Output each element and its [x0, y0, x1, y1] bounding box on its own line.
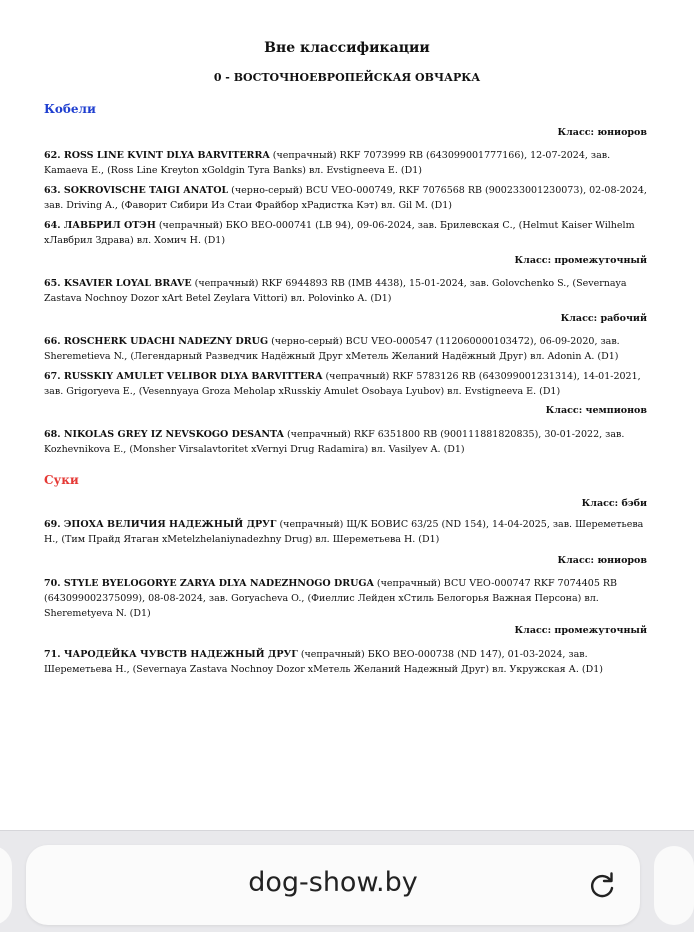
reload-icon[interactable]	[586, 869, 618, 901]
entry-name: 71. ЧАРОДЕЙКА ЧУВСТВ НАДЕЖНЫЙ ДРУГ	[44, 649, 298, 660]
url-text[interactable]: dog-show.by	[248, 867, 418, 898]
entry-64	[44, 218, 650, 248]
class-heading-champion: Класс: чемпионов	[545, 405, 647, 416]
males-section-label: Кобели	[44, 102, 96, 116]
entry-details: (чепрачный) БКО ВЕО-000738 (ND 147), 01-03-2024, зав. Шереметьева Н., (Severnaya Zastava Nochnoy Dozor xМетель Желаний Надежный Друг) вл. Укружская А. (D1)	[44, 649, 603, 675]
entry-71	[44, 647, 650, 677]
entry-details: (чепрачный) RKF 5783126 RB (643099001231314), 14-01-2021, зав. Grigoryeva E., (Vesennyaya Groza Meholap xRusskiy Amulet Osobaya Lyubov) вл. Evstigneeva E. (D1)	[44, 371, 641, 397]
entry-65	[44, 276, 650, 306]
entry-62	[44, 148, 650, 178]
browser-toolbar	[0, 830, 694, 932]
class-heading-working: Класс: рабочий	[560, 313, 647, 324]
entry-name: 64. ЛАВБРИЛ ОТЭН	[44, 220, 156, 231]
entry-67	[44, 369, 650, 399]
entry-details: (чепрачный) RKF 6351800 RB (900111881820835), 30-01-2022, зав. Kozhevnikova E., (Monsher Virsalavtoritet xVernyi Drug Radamira) вл. Vasilyev A. (D1)	[44, 429, 625, 455]
class-heading-junior-f: Класс: юниоров	[557, 555, 647, 566]
entry-details: (чепрачный) БКО ВЕО-000741 (LB 94), 09-06-2024, зав. Брилевская С., (Helmut Kaiser Wilhelm xЛавбрил Здрава) вл. Хомич Н. (D1)	[44, 220, 635, 246]
class-heading-intermediate: Класс: промежуточный	[514, 255, 647, 266]
entry-name: 68. NIKOLAS GREY IZ NEVSKOGO DESANTA	[44, 429, 284, 440]
entry-details: (чепрачный) RKF 7073999 RB (643099001777166), 12-07-2024, зав. Kamaeva E., (Ross Line Kreyton xGoldgin Tyra Banks) вл. Evstigneeva E. (D1)	[44, 150, 611, 176]
entry-69	[44, 517, 650, 547]
next-tab-preview[interactable]	[654, 846, 694, 925]
entry-details: (чепрачный) BCU VEO-000747 RKF 7074405 RB (643099002375099), 08-08-2024, зав. Goryacheva O., (Фиеллис Лейден xСтиль Белогорья Важная Персона) вл. Sheremetyeva N. (D1)	[44, 578, 618, 619]
class-heading-intermediate-f: Класс: промежуточный	[514, 625, 647, 636]
entry-name: 62. ROSS LINE KVINT DLYA BARVITERRA	[44, 150, 270, 161]
entry-name: 65. KSAVIER LOYAL BRAVE	[44, 278, 192, 289]
entry-name: 63. SOKROVISCHE TAIGI ANATOL	[44, 185, 229, 196]
address-bar[interactable]	[26, 845, 640, 925]
entry-70	[44, 576, 650, 621]
entry-details: (черно-серый) BCU VEO-000547 (112060000103472), 06-09-2020, зав. Sheremetieva N., (Легендарный Разведчик Надёжный Друг xМетель Желаний Надёжный Друг) вл. Adonin A. (D1)	[44, 336, 620, 362]
females-section-label: Суки	[44, 473, 79, 487]
entry-details: (чепрачный) RKF 6944893 RB (IMB 4438), 15-01-2024, зав. Golovchenko S., (Severnaya Zastava Nochnoy Dozor xArt Betel Zeylara Vittori) вл. Polovinko A. (D1)	[44, 278, 627, 304]
entry-details: (чепрачный) Щ/К БОВИС 63/25 (ND 154), 14-04-2025, зав. Шереметьева Н., (Тим Прайд Ятаган xMetelzhelaniynadezhny Drug) вл. Шереметьева Н. (D1)	[44, 519, 644, 545]
entry-68	[44, 427, 650, 457]
page-heading: Вне классификации	[264, 40, 430, 56]
class-heading-junior: Класс: юниоров	[557, 127, 647, 138]
entry-name: 70. STYLE BYELOGORYE ZARYA DLYA NADEZHNOGO DRUGA	[44, 578, 374, 589]
entry-name: 66. ROSCHERK UDACHI NADEZNY DRUG	[44, 336, 269, 347]
entry-66	[44, 334, 650, 364]
class-heading-baby: Класс: бэби	[581, 498, 647, 509]
entry-name: 67. RUSSKIY AMULET VELIBOR DLYA BARVITTERA	[44, 371, 323, 382]
entry-63	[44, 183, 650, 213]
entry-name: 69. ЭПОХА ВЕЛИЧИЯ НАДЕЖНЫЙ ДРУГ	[44, 519, 277, 530]
breed-title: 0 - ВОСТОЧНОЕВРОПЕЙСКАЯ ОВЧАРКА	[213, 71, 481, 84]
previous-tab-preview[interactable]	[0, 846, 12, 925]
entry-details: (черно-серый) BCU VEO-000749, RKF 7076568 RB (900233001230073), 02-08-2024, зав. Driving A., (Фаворит Сибири Из Стаи Фрайбор xРадистка Кэт) вл. Gil M. (D1)	[44, 185, 647, 211]
